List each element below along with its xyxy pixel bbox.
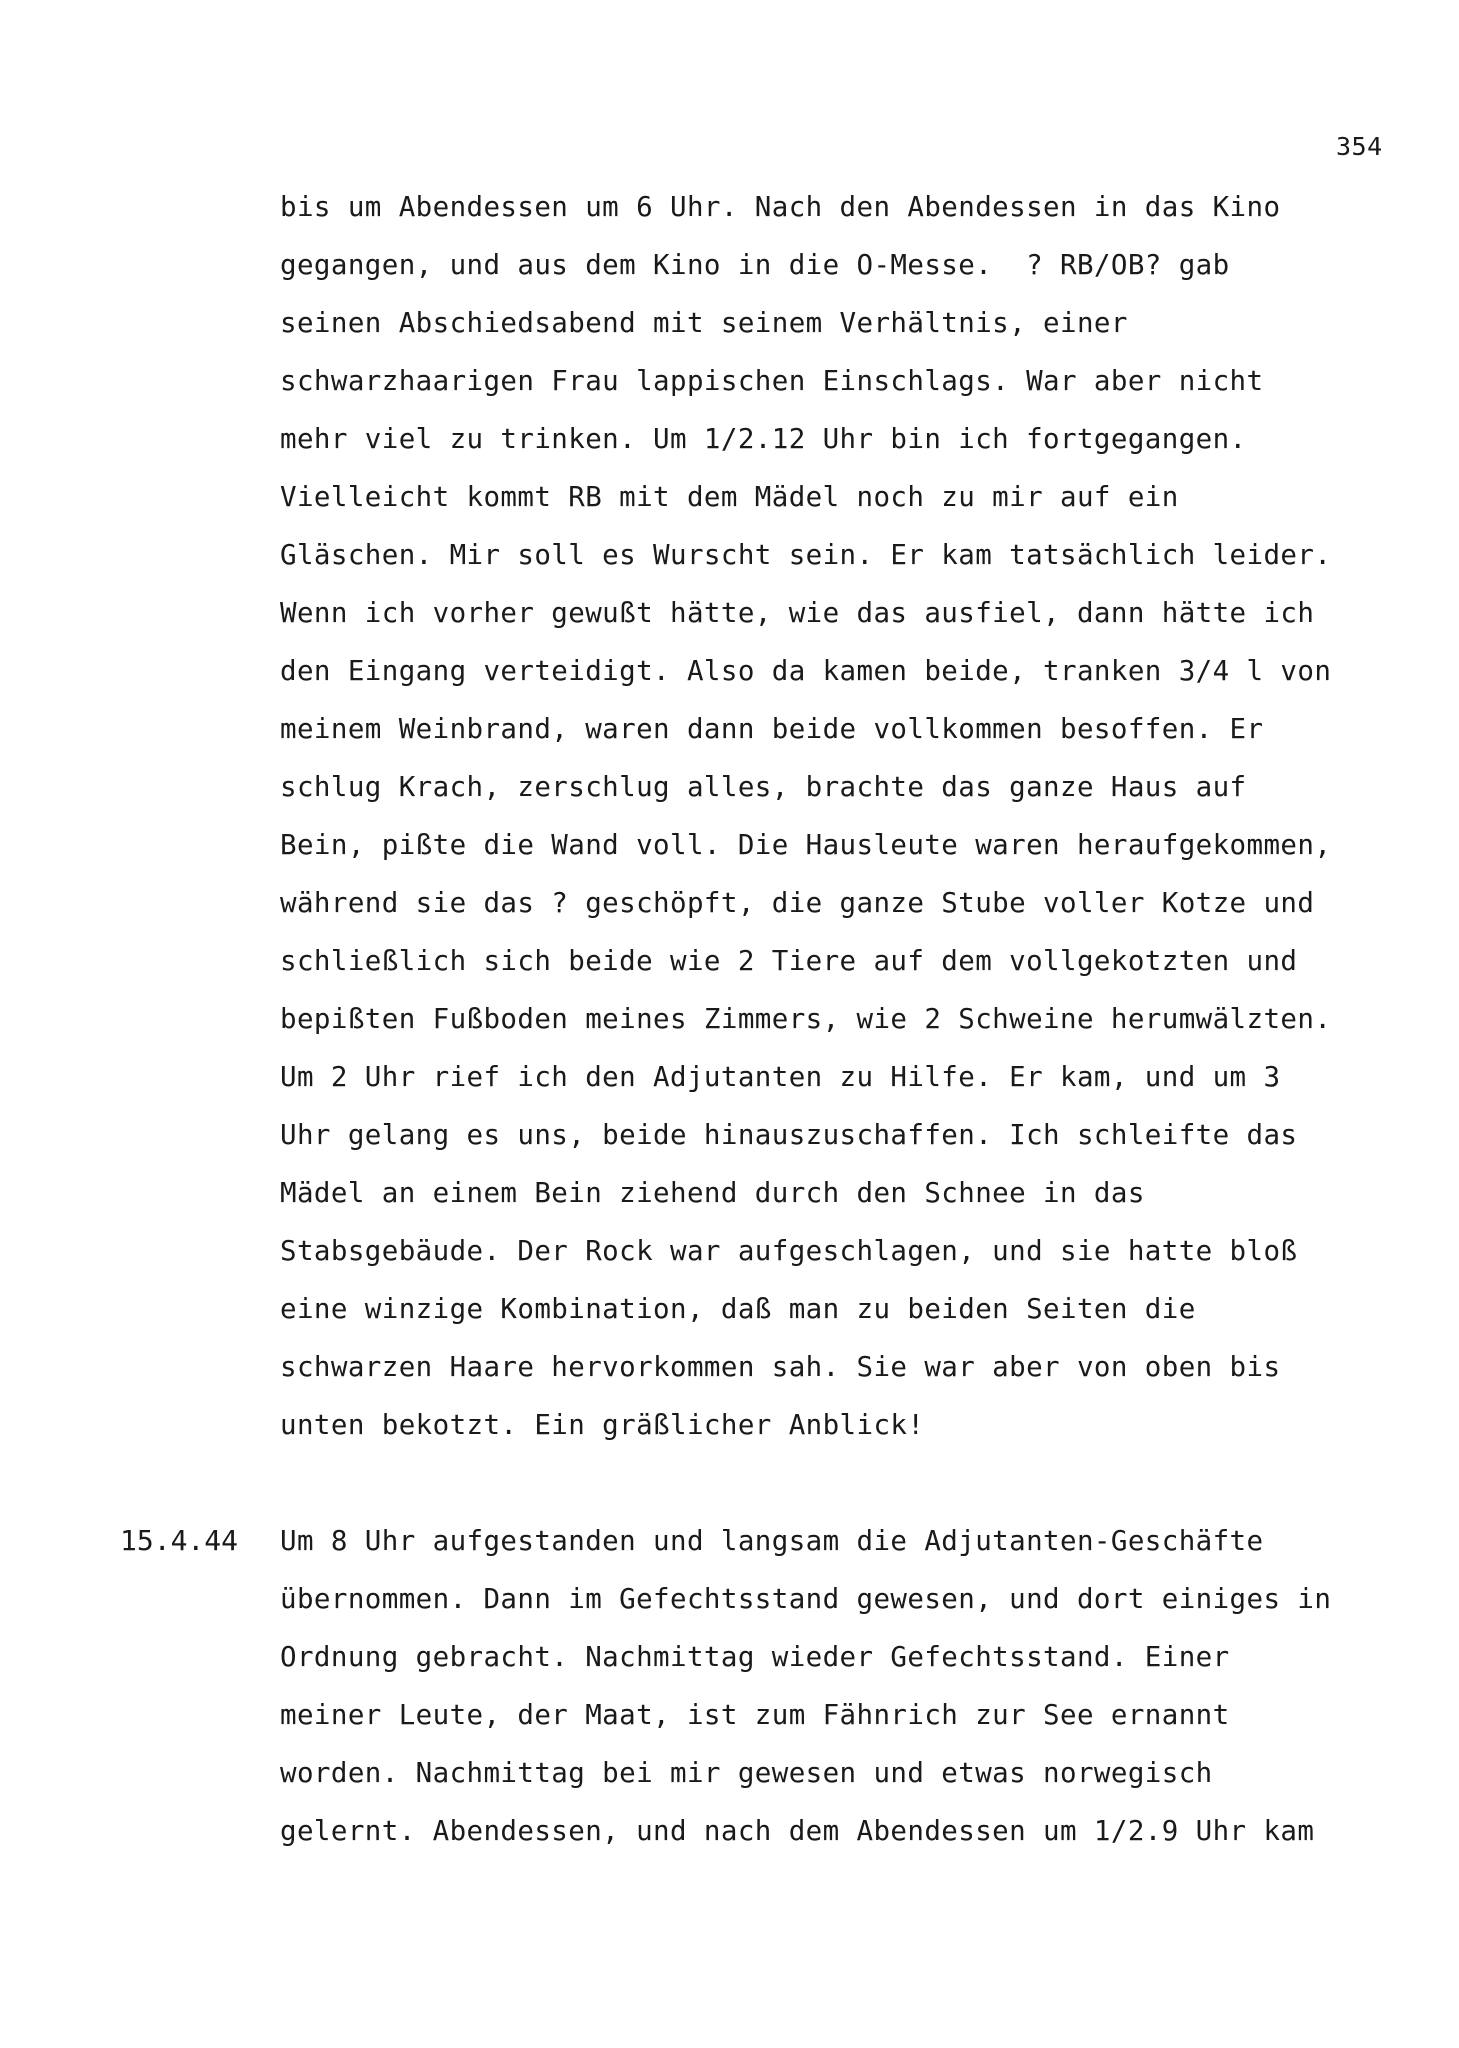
diary-entry (120, 1512, 1380, 1860)
entry-date: 15.4.44 (120, 1524, 239, 1557)
text-line: schwarzhaarigen Frau lappischen Einschlags. War aber nicht (280, 365, 1264, 397)
text-line: Gläschen. Mir soll es Wurscht sein. Er kam tatsächlich leider. (280, 539, 1332, 571)
text-line: den Eingang verteidigt. Also da kamen beide, tranken 3/4 l von (280, 655, 1332, 687)
text-line: gelernt. Abendessen, und nach dem Abendessen um 1/2.9 Uhr kam (280, 1815, 1315, 1847)
text-line: seinen Abschiedsabend mit seinem Verhältnis, einer (280, 307, 1128, 339)
diary-entry (120, 178, 1380, 1454)
text-line: bepißten Fußboden meines Zimmers, wie 2 Schweine herumwälzten. (280, 1003, 1332, 1035)
text-line: Um 2 Uhr rief ich den Adjutanten zu Hilfe. Er kam, und um 3 (280, 1061, 1281, 1093)
text-line: Ordnung gebracht. Nachmittag wieder Gefechtsstand. Einer (280, 1641, 1230, 1673)
text-line: während sie das ? geschöpft, die ganze Stube voller Kotze und (280, 887, 1315, 919)
text-line: Mädel an einem Bein ziehend durch den Schnee in das (280, 1177, 1145, 1209)
text-line: schließlich sich beide wie 2 Tiere auf dem vollgekotzten und (280, 945, 1298, 977)
text-line: Uhr gelang es uns, beide hinauszuschaffen. Ich schleifte das (280, 1119, 1298, 1151)
entry-text (280, 178, 1380, 1454)
text-line: meiner Leute, der Maat, ist zum Fähnrich zur See ernannt (280, 1699, 1230, 1731)
text-line: worden. Nachmittag bei mir gewesen und etwas norwegisch (280, 1757, 1213, 1789)
text-line: bis um Abendessen um 6 Uhr. Nach den Abendessen in das Kino (280, 191, 1281, 223)
text-line: übernommen. Dann im Gefechtsstand gewesen, und dort einiges in (280, 1583, 1332, 1615)
text-line: unten bekotzt. Ein gräßlicher Anblick! (280, 1409, 925, 1441)
text-line: meinem Weinbrand, waren dann beide vollkommen besoffen. Er (280, 713, 1264, 745)
text-line: eine winzige Kombination, daß man zu beiden Seiten die (280, 1293, 1196, 1325)
text-line: schlug Krach, zerschlug alles, brachte das ganze Haus auf (280, 771, 1247, 803)
entry-text (280, 1512, 1380, 1860)
text-line: Wenn ich vorher gewußt hätte, wie das ausfiel, dann hätte ich (280, 597, 1315, 629)
text-line: Vielleicht kommt RB mit dem Mädel noch zu mir auf ein (280, 481, 1179, 513)
text-line: Bein, pißte die Wand voll. Die Hausleute waren heraufgekommen, (280, 829, 1332, 861)
text-line: Um 8 Uhr aufgestanden und langsam die Adjutanten-Geschäfte (280, 1525, 1264, 1557)
text-line: schwarzen Haare hervorkommen sah. Sie war aber von oben bis (280, 1351, 1281, 1383)
page-number: 354 (1336, 132, 1383, 161)
text-line: mehr viel zu trinken. Um 1/2.12 Uhr bin ich fortgegangen. (280, 423, 1247, 455)
text-line: gegangen, und aus dem Kino in die O-Messe. ? RB/OB? gab (280, 249, 1230, 281)
text-line: Stabsgebäude. Der Rock war aufgeschlagen, und sie hatte bloß (280, 1235, 1298, 1267)
